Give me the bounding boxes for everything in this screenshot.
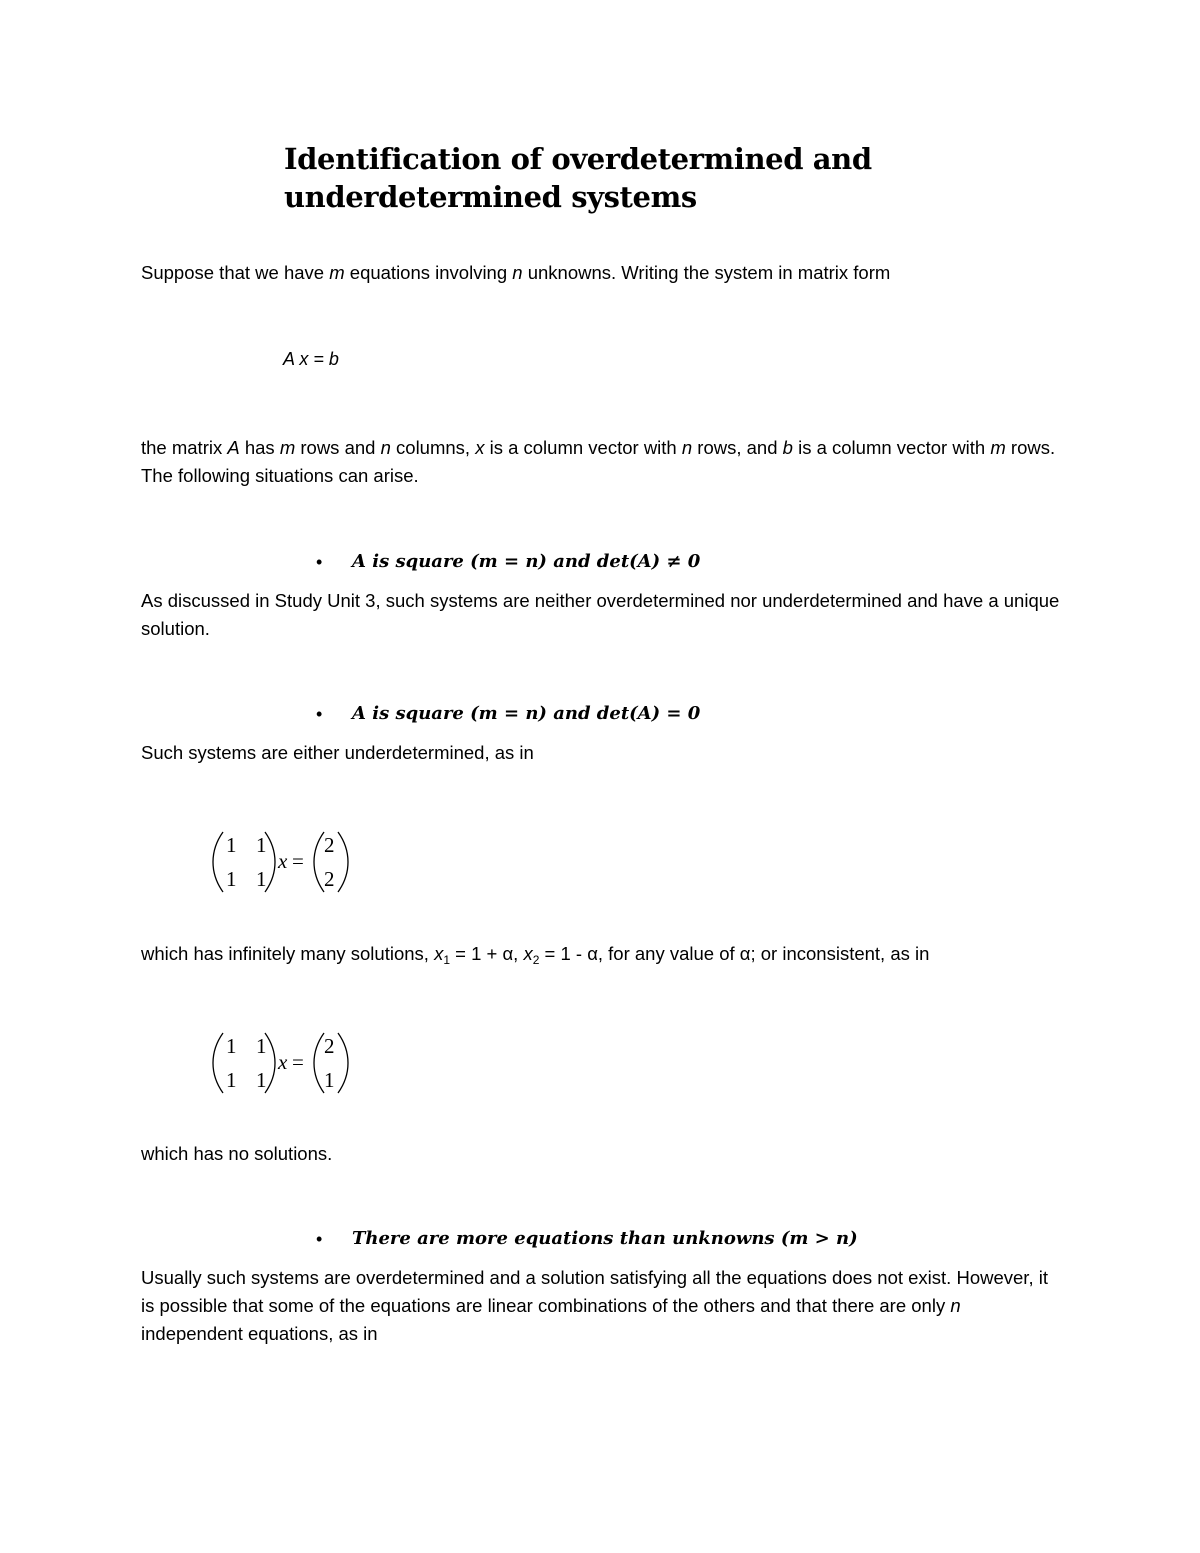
title-line-2: underdetermined systems <box>284 180 697 214</box>
case-3-heading: There are more equations than unknowns (m > n) <box>352 1228 858 1249</box>
matrix-equation-2 <box>210 1027 360 1104</box>
solution-paragraph: which has infinitely many solutions, $x_1 = 1 + \alpha$, $x_2 = 1 - \alpha$, for any value of α; or inconsistent, as in <box>141 943 930 967</box>
matrix-2-a21: 1 <box>226 1068 237 1092</box>
matrix-1-b2: 2 <box>324 867 335 891</box>
bullet-1: • <box>316 552 323 572</box>
matrix-2-a11: 1 <box>226 1034 237 1058</box>
intro-paragraph: Suppose that we have m equations involving n unknowns. Writing the system in matrix form <box>141 262 891 283</box>
matrix-1-equals: = <box>292 849 304 873</box>
matrix-1-b1: 2 <box>324 833 335 857</box>
right-paren <box>338 832 348 892</box>
bullet-3: • <box>316 1229 323 1249</box>
right-paren <box>265 1033 275 1093</box>
matrix-2-equals: = <box>292 1050 304 1074</box>
matrix-1-svg <box>210 826 360 898</box>
matrix-2-b2: 1 <box>324 1068 335 1092</box>
matrix-1-a11: 1 <box>226 833 237 857</box>
matrix-2-a12: 1 <box>256 1034 267 1058</box>
description-paragraph: the matrix A has m rows and n columns, x is a column vector with n rows, and b is a column vector with m rows. The following situations can arise. <box>141 437 1056 486</box>
title-line-1: Identification of overdetermined and <box>284 142 872 176</box>
case-1-body: As discussed in Study Unit 3, such systems are neither overdetermined nor underdetermined and have a unique solution. <box>141 590 1060 639</box>
matrix-1-x: x <box>278 849 288 873</box>
matrix-equation: A x = b <box>283 349 339 369</box>
matrix-1-a22: 1 <box>256 867 267 891</box>
left-paren <box>213 1033 223 1093</box>
case-3-body: Usually such systems are overdetermined and a solution satisfying all the equations does not exist. However, it is possible that some of the equations are linear combinations of the others and that there are only n independent equations, as in <box>141 1267 1048 1344</box>
matrix-equation-1 <box>210 826 360 903</box>
matrix-2-a22: 1 <box>256 1068 267 1092</box>
left-paren <box>213 832 223 892</box>
page-title <box>284 140 872 216</box>
left-paren <box>314 1033 324 1093</box>
right-paren <box>338 1033 348 1093</box>
matrix-1-a12: 1 <box>256 833 267 857</box>
matrix-1-a21: 1 <box>226 867 237 891</box>
case-2-body: Such systems are either underdetermined, as in <box>141 742 534 763</box>
left-paren <box>314 832 324 892</box>
matrix-2-svg <box>210 1027 360 1099</box>
case-1-heading: A is square (m = n) and det(A) ≠ 0 <box>352 551 701 572</box>
matrix-2-b1: 2 <box>324 1034 335 1058</box>
case-2-heading: A is square (m = n) and det(A) = 0 <box>352 703 701 724</box>
bullet-2: • <box>316 704 323 724</box>
no-solution-paragraph: which has no solutions. <box>141 1143 333 1164</box>
matrix-2-x: x <box>278 1050 288 1074</box>
right-paren <box>265 832 275 892</box>
